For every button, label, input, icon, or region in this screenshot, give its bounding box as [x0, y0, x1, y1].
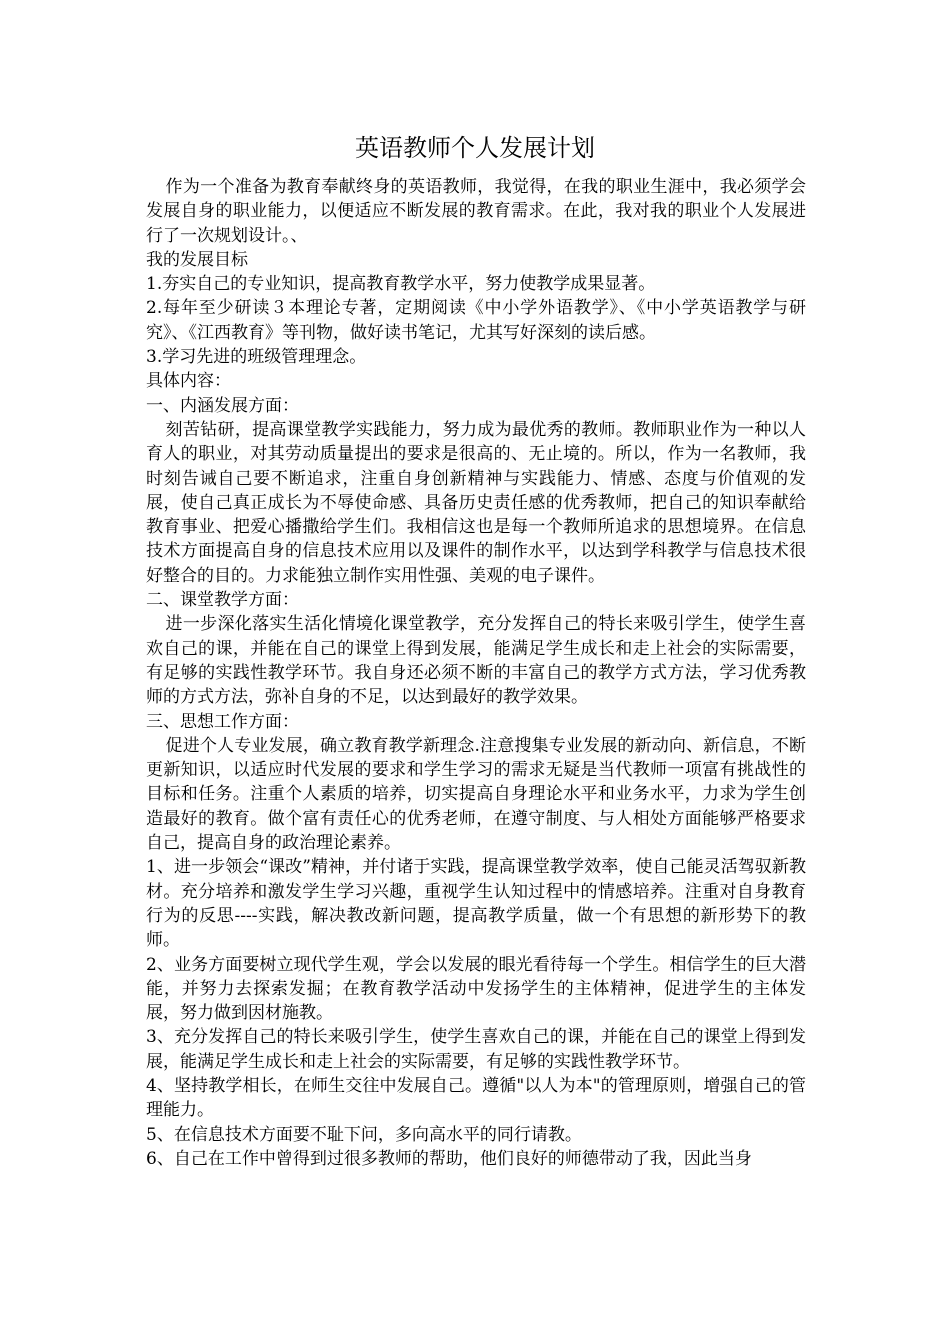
- paragraph: 2.每年至少研读３本理论专著，定期阅读《中小学外语教学》、《中小学英语教学与研究》、《江西教育》等刊物，做好读书笔记，尤其写好深刻的读后感。: [146, 298, 806, 343]
- paragraph: 一、内涵发展方面：: [146, 395, 299, 416]
- paragraph: 2、业务方面要树立现代学生观，学会以发展的眼光看待每一个学生。相信学生的巨大潜能，并努力去探索发掘；在教育教学活动中发扬学生的主体精神，促进学生的主体发展，努力做到因材施教。: [146, 954, 806, 1024]
- paragraph: 刻苦钻研，提高课堂教学实践能力，努力成为最优秀的教师。教师职业作为一种以人育人的职业，对其劳动质量提出的要求是很高的、无止境的。所以，作为一名教师，我时刻告诫自己要不断追求，注重自身创新精神与实践能力、情感、态度与价值观的发展，使自己真正成长为不辱使命感、具备历史责任感的优秀教师，把自己的知识奉献给教育事业、把爱心播撒给学生们。我相信这也是每一个教师所追求的思想境界。在信息技术方面提高自身的信息技术应用以及课件的制作水平，以达到学科教学与信息技术很好整合的目的。力求能独立制作实用性强、美观的电子课件。: [146, 419, 806, 586]
- paragraph: 促进个人专业发展，确立教育教学新理念.注意搜集专业发展的新动向、新信息，不断更新知识，以适应时代发展的要求和学生学习的需求无疑是当代教师一项富有挑战性的目标和任务。注重个人素质的培养，切实提高自身理论水平和业务水平，力求为学生创造最好的教育。做个富有责任心的优秀老师，在遵守制度、与人相处方面能够严格要求自己，提高自身的政治理论素养。: [146, 735, 806, 854]
- paragraph: 3、充分发挥自己的特长来吸引学生，使学生喜欢自己的课，并能在自己的课堂上得到发展，能满足学生成长和走上社会的实际需要，有足够的实践性教学环节。: [146, 1027, 806, 1072]
- paragraph: 三、思想工作方面：: [146, 711, 299, 732]
- paragraph: 5、在信息技术方面要不耻下问，多向高水平的同行请教。: [146, 1124, 582, 1145]
- document-body: [146, 175, 806, 1171]
- paragraph: 二、课堂教学方面：: [146, 590, 299, 611]
- paragraph: 6、自己在工作中曾得到过很多教师的帮助，他们良好的师德带动了我，因此当身: [146, 1148, 752, 1169]
- document-title: 英语教师个人发展计划: [355, 134, 595, 162]
- paragraph: 作为一个准备为教育奉献终身的英语教师，我觉得，在我的职业生涯中，我必须学会发展自身的职业能力，以便适应不断发展的教育需求。在此，我对我的职业个人发展进行了一次规划设计。、: [146, 177, 806, 246]
- paragraph: 1.夯实自己的专业知识，提高教育教学水平，努力使教学成果显著。: [146, 274, 656, 295]
- paragraph: 具体内容：: [146, 371, 231, 392]
- paragraph: 我的发展目标: [146, 249, 248, 270]
- paragraph: 进一步深化落实生活化情境化课堂教学，充分发挥自己的特长来吸引学生，使学生喜欢自己的课，并能在自己的课堂上得到发展，能满足学生成长和走上社会的实际需要，有足够的实践性教学环节。我自身还必须不断的丰富自己的教学方式方法，学习优秀教师的方式方法，弥补自身的不足，以达到最好的教学效果。: [146, 614, 806, 708]
- paragraph: 1、进一步领会“课改”精神，并付诸于实践，提高课堂教学效率，使自己能灵活驾驭新教材。充分培养和激发学生学习兴趣，重视学生认知过程中的情感培养。注重对自身教育行为的反思----实践，解决教改新问题，提高教学质量，做一个有思想的新形势下的教师。: [146, 857, 806, 951]
- paragraph: 3.学习先进的班级管理理念。: [146, 347, 367, 368]
- paragraph: 4、坚持教学相长，在师生交往中发展自己。遵循"以人为本"的管理原则，增强自己的管理能力。: [146, 1075, 806, 1121]
